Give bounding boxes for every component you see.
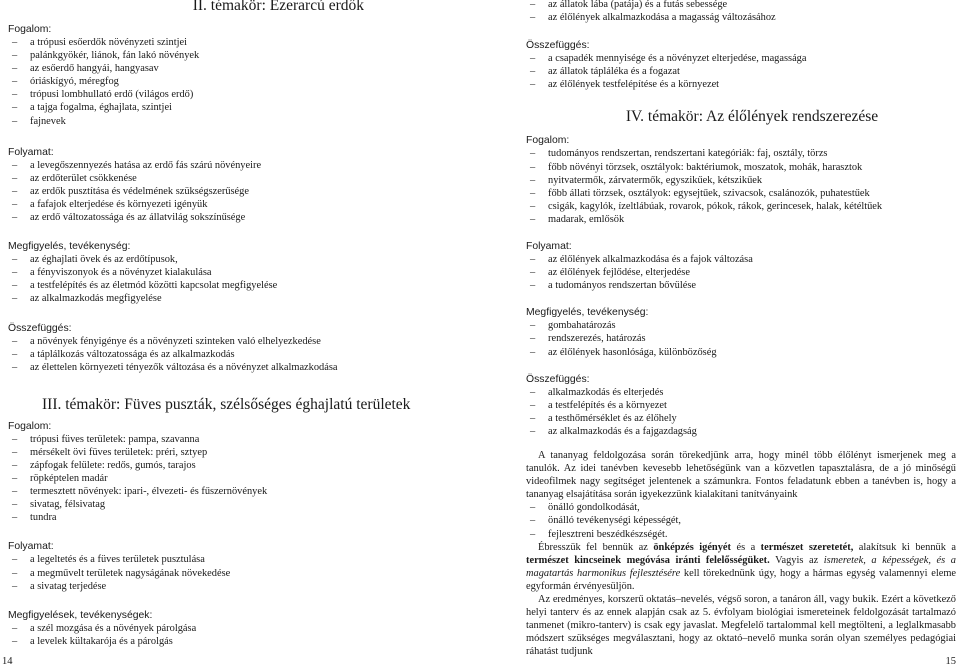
emphasis-text: önképzés igényét xyxy=(653,541,731,553)
list-item: – főbb állati törzsek, osztályok: egysejtűek, szivacsok, csalánozók, puhatestűek xyxy=(526,187,956,200)
list-item: – csigák, kagylók, ízeltlábúak, rovarok, pókok, rákok, gerincesek, halak, kétéltűek xyxy=(526,200,956,213)
list-item: – sivatag, félsivatag xyxy=(8,498,476,511)
section-title-2: II. témakör: Ezerarcú erdők xyxy=(192,0,364,14)
section-title-4: IV. témakör: Az élőlények rendszerezése xyxy=(625,108,879,126)
megfigyeles-list xyxy=(8,253,476,305)
list-item: – a szél mozgása és a növények párolgása xyxy=(8,622,476,635)
list-item: – az erdőterület csökkenése xyxy=(8,172,476,185)
list-item: – a levelek kültakarója és a párolgás xyxy=(8,635,476,648)
list-item: – trópusi füves területek: pampa, szavanna xyxy=(8,433,476,446)
list-item: – alkalmazkodás és elterjedés xyxy=(526,386,956,399)
section-title-3: III. témakör: Füves puszták, szélsőséges éghajlatú területek xyxy=(42,395,411,413)
list-item: – gombahatározás xyxy=(526,319,956,332)
page-number-right: 15 xyxy=(945,656,956,667)
osszefugges-heading: Összefüggés: xyxy=(8,322,72,334)
text-run: kell törekednünk úgy, hogy a hármas egység valamennyi eleme egyformán érvényesüljön. xyxy=(526,567,957,592)
body-paragraph: A tananyag feldolgozása során törekedjünk arra, hogy minél több élőlényt ismerjenek meg a tanulók. Az idei tanévben kevesebb lehetőségünk van a közvetlen tapasztalásra, de a jó minőségű videofilmek nagy segítséget jelentenek a számunkra. Fontos feladatunk ebben a tanévben is, hogy a tananyag elsajátítása során igyekezzünk kialakítani tanítványaink xyxy=(526,449,956,501)
list-item: – a trópusi esőerdők növényzeti szintjei xyxy=(8,36,476,49)
body-paragraph xyxy=(526,541,956,593)
emphasis-text: természet kincseinek megóvása iránti felelősségüket. xyxy=(526,554,770,566)
italic-text: ismeretek, a képességek, és a magatartás harmonikus fejlesztésére xyxy=(526,554,956,579)
list-item: – a testfelépítés és az életmód közötti kapcsolat megfigyelése xyxy=(8,279,476,292)
list-item: – az élőlények hasonlósága, különbözőség xyxy=(526,346,956,359)
list-item: – madarak, emlősök xyxy=(526,213,956,226)
folyamat-list xyxy=(526,253,956,292)
list-item: – önálló gondolkodását, xyxy=(526,501,956,514)
list-item: – az élőlények alkalmazkodása és a fajok változása xyxy=(526,253,956,266)
list-item: – az élettelen környezeti tényezők változása és a növényzet alkalmazkodása xyxy=(8,361,476,374)
list-item: – tudományos rendszertan, rendszertani kategóriák: faj, osztály, törzs xyxy=(526,147,956,160)
list-item: – a fafajok elterjedése és környezeti igényük xyxy=(8,198,476,211)
list-item: – nyitvatermők, zárvatermők, egyszikűek, kétszikűek xyxy=(526,174,956,187)
list-item: – mérsékelt övi füves területek: préri, sztyep xyxy=(8,446,476,459)
megfigyeles-heading: Megfigyelés, tevékenység: xyxy=(526,307,649,319)
folyamat-heading: Folyamat: xyxy=(8,146,54,158)
page-number-left: 14 xyxy=(2,656,13,667)
list-item: – a levegőszennyezés hatása az erdő fás szárú növényeire xyxy=(8,159,476,172)
list-item: – az esőerdő hangyái, hangyasav xyxy=(8,62,476,75)
emphasis-text: természet szeretetét, xyxy=(760,541,854,553)
fogalom-list xyxy=(8,36,476,128)
osszefugges-list xyxy=(8,335,476,374)
list-item: – a tajga fogalma, éghajlata, szintjei xyxy=(8,101,476,114)
right-page xyxy=(526,0,956,658)
list-item: – a megművelt területek nagyságának növekedése xyxy=(8,567,476,580)
list-item: – fejlesztreni beszédkészségét. xyxy=(526,528,956,541)
list-item: – a testhőmérséklet és az élőhely xyxy=(526,412,956,425)
list-item: – tundra xyxy=(8,511,476,524)
list-item: – az élőlények fejlődése, elterjedése xyxy=(526,266,956,279)
list-item: – trópusi lombhullató erdő (világos erdő) xyxy=(8,88,476,101)
megfigyeles-list xyxy=(8,622,476,648)
text-run: és a xyxy=(730,541,761,553)
list-item: – óriáskígyó, méregfog xyxy=(8,75,476,88)
list-item: – az állatok lába (patája) és a futás sebessége xyxy=(526,0,956,11)
fogalom-heading: Fogalom: xyxy=(8,24,52,35)
list-item: – a csapadék mennyisége és a növényzet elterjedése, magassága xyxy=(526,52,956,65)
skills-list xyxy=(526,501,956,540)
list-item: – a növények fényigénye és a növényzeti szinteken való elhelyezkedése xyxy=(8,335,476,348)
list-item: – röpképtelen madár xyxy=(8,472,476,485)
osszefugges-list xyxy=(526,386,956,438)
osszefugges-heading: Összefüggés: xyxy=(526,373,590,385)
list-item: – az éghajlati övek és az erdőtípusok, xyxy=(8,253,476,266)
list-item: – az állatok tápláléka és a fogazat xyxy=(526,65,956,78)
text-run: alakítsuk ki bennük a xyxy=(853,541,957,553)
list-item: – rendszerezés, határozás xyxy=(526,332,956,345)
list-item: – az élőlények testfelépítése és a környezet xyxy=(526,78,956,91)
continued-list xyxy=(526,0,956,24)
text-run: Ébresszük fel bennük az xyxy=(538,541,654,553)
fogalom-list xyxy=(8,433,476,525)
list-item: – az alkalmazkodás és a fajgazdagság xyxy=(526,425,956,438)
list-item: – az erdő változatossága és az állatvilág sokszínűsége xyxy=(8,211,476,224)
list-item: – az élőlények alkalmazkodása a magasság változásához xyxy=(526,11,956,24)
folyamat-heading: Folyamat: xyxy=(526,241,572,253)
list-item: – főbb növényi törzsek, osztályok: baktériumok, moszatok, mohák, harasztok xyxy=(526,161,956,174)
text-run: Vagyis az xyxy=(769,554,824,566)
list-item: – a legeltetés és a füves területek pusztulása xyxy=(8,553,476,566)
list-item: – az erdők pusztítása és védelmének szükségszerűsége xyxy=(8,185,476,198)
body-paragraph: Az eredményes, korszerű oktatás–nevelés, végső soron, a tanáron áll, vagy bukik. Ezért a következő helyi tanterv és az ennek alapján csak az 5. évfolyam biológiai ismereteinek feldolgozását tartalmazó tanmenet (mikro-tanterv) is csak egy javaslat. Megfelelő tartalommal kell megtölteni, a leglalkmasabb módszert szükséges megválasztani, hogy az oktató–nevelő munka során olyan személyes pedagógiai ráhatást tudjunk xyxy=(526,594,956,658)
list-item: – az alkalmazkodás megfigyelése xyxy=(8,292,476,305)
list-item: – palánkgyökér, liánok, fán lakó növények xyxy=(8,49,476,62)
list-item: – fajnevek xyxy=(8,115,476,128)
list-item: – önálló tevékenységi képességét, xyxy=(526,514,956,527)
osszefugges-heading: Összefüggés: xyxy=(526,40,590,52)
list-item: – zápfogak felülete: redős, gumós, tarajos xyxy=(8,459,476,472)
list-item: – termesztett növények: ipari-, élvezeti- és fűszernövények xyxy=(8,485,476,498)
megfigyeles-heading: Megfigyelések, tevékenységek: xyxy=(8,609,153,621)
left-page xyxy=(8,0,476,648)
megfigyeles-heading: Megfigyelés, tevékenység: xyxy=(8,241,131,253)
megfigyeles-list xyxy=(526,319,956,358)
fogalom-heading: Fogalom: xyxy=(526,135,570,147)
list-item: – a sivatag terjedése xyxy=(8,580,476,593)
list-item: – a testfelépítés és a környezet xyxy=(526,399,956,412)
list-item: – a táplálkozás változatossága és az alkalmazkodás xyxy=(8,348,476,361)
fogalom-list xyxy=(526,147,956,226)
list-item: – a tudományos rendszertan bővülése xyxy=(526,279,956,292)
fogalom-heading: Fogalom: xyxy=(8,420,52,432)
list-item: – a fényviszonyok és a növényzet kialakulása xyxy=(8,266,476,279)
folyamat-list xyxy=(8,159,476,224)
osszefugges-list xyxy=(526,52,956,91)
folyamat-list xyxy=(8,553,476,592)
folyamat-heading: Folyamat: xyxy=(8,541,54,553)
